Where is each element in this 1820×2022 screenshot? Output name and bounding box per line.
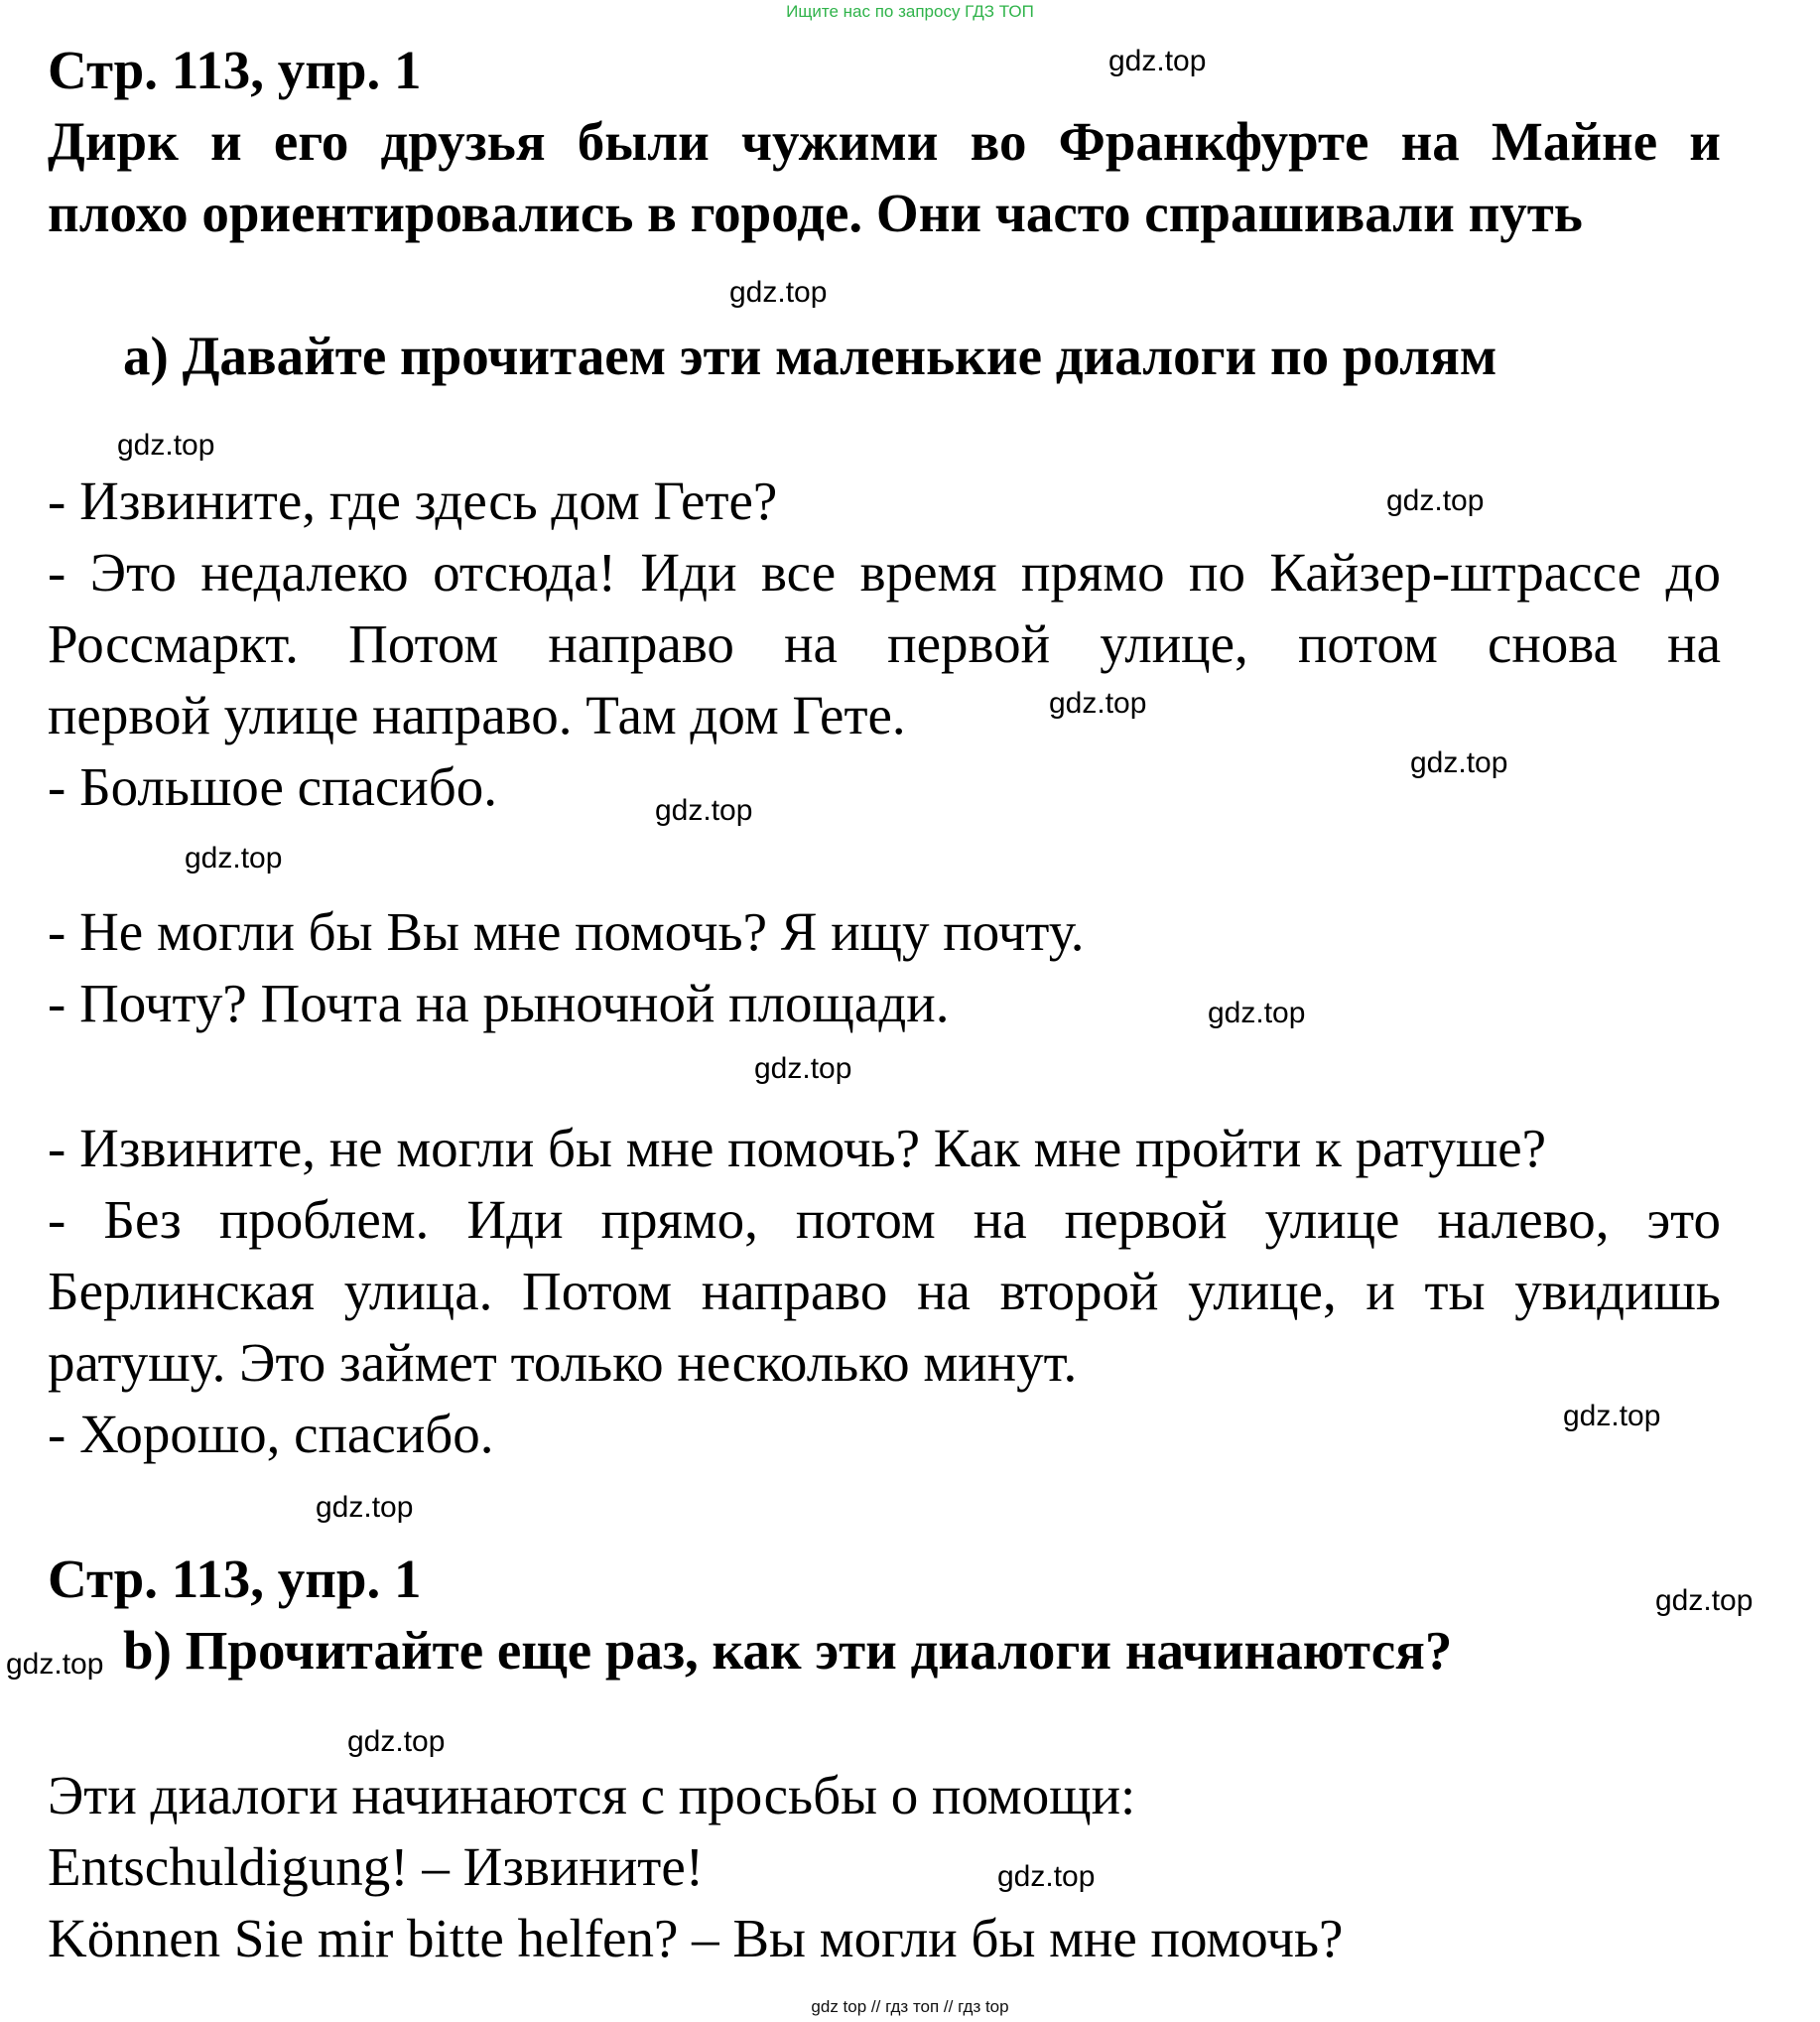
- watermark: gdz.top: [1563, 1400, 1661, 1432]
- subtask-heading: а) Давайте прочитаем эти маленькие диалоги по ролям: [123, 326, 1497, 386]
- subtask-heading: b) Прочитайте еще раз, как эти диалоги начинаются?: [123, 1620, 1453, 1681]
- section-title: Стр. 113, упр. 1: [48, 40, 422, 100]
- dialog-line: Берлинская улица. Потом направо на второй улице, и ты увидишь: [48, 1261, 1721, 1321]
- watermark: gdz.top: [117, 429, 215, 462]
- watermark: gdz.top: [754, 1052, 852, 1085]
- answer-line: Können Sie mir bitte helfen? – Вы могли бы мне помочь?: [48, 1908, 1344, 1968]
- dialog-line: - Большое спасибо.: [48, 756, 497, 817]
- section-title: Стр. 113, упр. 1: [48, 1549, 422, 1609]
- watermark: gdz.top: [347, 1725, 446, 1758]
- watermark: gdz.top: [655, 794, 753, 827]
- dialog-line: - Хорошо, спасибо.: [48, 1404, 494, 1464]
- watermark: gdz.top: [1386, 484, 1485, 517]
- watermark: gdz.top: [316, 1491, 414, 1524]
- dialog-line: - Извините, где здесь дом Гете?: [48, 471, 778, 531]
- search-hint-banner[interactable]: Ищите нас по запросу ГДЗ ТОП: [786, 2, 1034, 21]
- task-text-line: Дирк и его друзья были чужими во Франкфурте на Майне и: [48, 111, 1721, 172]
- dialog-line: ратушу. Это займет только несколько минут.: [48, 1332, 1078, 1393]
- watermark: gdz.top: [1049, 687, 1147, 720]
- watermark: gdz.top: [6, 1648, 104, 1681]
- dialog-line: первой улице направо. Там дом Гете.: [48, 685, 906, 745]
- dialog-line: - Извините, не могли бы мне помочь? Как мне пройти к ратуше?: [48, 1118, 1547, 1178]
- watermark: gdz.top: [729, 276, 828, 309]
- answer-line: Entschuldigung! – Извините!: [48, 1836, 705, 1897]
- watermark: gdz.top: [1410, 746, 1508, 779]
- watermark: gdz.top: [1108, 45, 1207, 77]
- watermark: gdz.top: [185, 842, 283, 875]
- dialog-line: - Почту? Почта на рыночной площади.: [48, 973, 950, 1033]
- dialog-line: - Не могли бы Вы мне помочь? Я ищу почту.: [48, 901, 1085, 962]
- dialog-line: Россмаркт. Потом направо на первой улице, потом снова на: [48, 613, 1721, 674]
- task-text-line: плохо ориентировались в городе. Они часто спрашивали путь: [48, 183, 1583, 243]
- watermark: gdz.top: [1208, 997, 1306, 1029]
- watermark: gdz.top: [1655, 1584, 1754, 1617]
- footer-watermark: gdz top // гдз топ // гдз top: [811, 1997, 1009, 2016]
- dialog-line: - Без проблем. Иди прямо, потом на первой улице налево, это: [48, 1189, 1721, 1250]
- watermark: gdz.top: [997, 1860, 1096, 1893]
- dialog-line: - Это недалеко отсюда! Иди все время прямо по Кайзер-штрассе до: [48, 542, 1721, 603]
- answer-line: Эти диалоги начинаются с просьбы о помощи:: [48, 1765, 1136, 1825]
